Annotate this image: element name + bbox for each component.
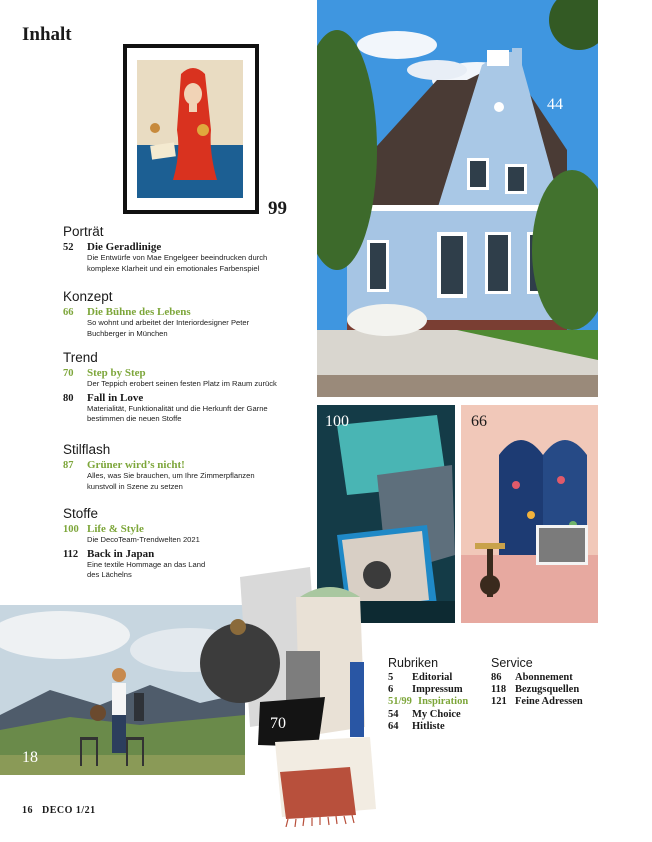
entry-description-line: kunstvoll in Szene zu setzen <box>87 481 183 491</box>
rubrik-number: 6 <box>388 684 394 696</box>
rubrik-item[interactable] <box>388 684 468 696</box>
rubrik-item[interactable] <box>388 721 468 733</box>
entry-description-line: Die Entwürfe von Mae Engelgeer beeindrucken durch <box>87 253 268 262</box>
toc-entry[interactable] <box>63 306 293 339</box>
toc-entry[interactable] <box>63 241 293 274</box>
entry-title: Die Geradlinige <box>87 241 162 253</box>
rubrik-label: Inspiration <box>418 696 469 708</box>
toc-entry[interactable] <box>63 523 293 546</box>
toc-entry[interactable] <box>63 367 293 390</box>
service-column <box>491 656 583 709</box>
rubrik-label: Editorial <box>412 672 453 683</box>
house-photo[interactable] <box>317 0 598 397</box>
rubrik-label: My Choice <box>412 708 461 720</box>
service-label: Feine Adressen <box>515 696 583 708</box>
portrait-photo <box>137 60 243 198</box>
rubrik-number: 5 <box>388 672 394 683</box>
service-label: Bezugsquellen <box>515 684 580 696</box>
service-number: 86 <box>491 672 502 683</box>
entry-description-line: Buchberger in München <box>87 328 168 338</box>
screen-page-number: 66 <box>471 413 487 430</box>
entry-description-line: Materialität, Funktionalität und die Herkunft der Garne <box>87 403 268 413</box>
rug-collage[interactable] <box>200 567 380 827</box>
rubrik-item[interactable] <box>388 696 468 708</box>
service-label: Abonnement <box>515 672 573 683</box>
footer-magazine-issue: DECO 1/21 <box>42 805 96 816</box>
entry-description-line: komplexe Klarheit und ein emotionales Farbenspiel <box>87 263 260 273</box>
service-item[interactable] <box>491 672 583 684</box>
entry-title: Die Bühne des Lebens <box>87 306 191 318</box>
entry-number: 66 <box>63 307 74 318</box>
section-heading: Trend <box>63 350 98 365</box>
service-heading: Service <box>491 656 533 670</box>
service-number: 121 <box>491 696 507 708</box>
service-number: 118 <box>491 684 507 696</box>
section-heading: Konzept <box>63 289 113 304</box>
entry-description-line: So wohnt und arbeitet der Interiordesigner Peter <box>87 318 250 327</box>
section-heading: Stilflash <box>63 442 111 457</box>
rubrik-label: Impressum <box>412 684 463 696</box>
portrait-picture-frame[interactable] <box>123 44 259 214</box>
entry-number: 70 <box>63 368 74 379</box>
entry-number: 112 <box>63 548 79 560</box>
section-heading: Porträt <box>63 224 104 239</box>
toc-section-trend <box>63 350 293 425</box>
page-title: Inhalt <box>22 24 72 45</box>
portrait-page-number: 99 <box>268 198 287 219</box>
section-heading: Stoffe <box>63 506 99 521</box>
entry-number: 100 <box>63 524 79 535</box>
entry-number: 80 <box>63 392 74 404</box>
rubrik-number: 51/99 <box>388 696 412 708</box>
rubrik-item[interactable] <box>388 672 468 684</box>
entry-description-line: des Lächelns <box>87 570 132 579</box>
rubrik-number: 54 <box>388 708 399 720</box>
rubrik-label: Hitliste <box>412 720 445 732</box>
house-page-number: 44 <box>547 96 563 113</box>
entry-description-line: Alles, was Sie brauchen, um Ihre Zimmerpflanzen <box>87 471 255 480</box>
entry-description-line: Die DecoTeam-Trendwelten 2021 <box>87 535 200 544</box>
entry-title: Grüner wird’s nicht! <box>87 459 185 471</box>
entry-title: Step by Step <box>87 367 146 379</box>
service-item[interactable] <box>491 684 583 696</box>
toc-entry[interactable] <box>63 459 293 492</box>
page-footer <box>22 805 96 816</box>
toc-section-portraet <box>63 224 293 274</box>
entry-number: 52 <box>63 242 74 253</box>
mountain-page-number: 18 <box>22 749 38 766</box>
entry-title: Life & Style <box>87 523 144 535</box>
rubrik-item[interactable] <box>388 709 468 721</box>
rubrik-number: 64 <box>388 720 399 732</box>
toc-section-stilflash <box>63 442 293 492</box>
service-item[interactable] <box>491 696 583 708</box>
toc-section-konzept <box>63 289 293 339</box>
toc-entry[interactable] <box>63 392 293 425</box>
entry-title: Back in Japan <box>87 547 155 560</box>
entry-title: Fall in Love <box>87 391 144 404</box>
rubriken-heading: Rubriken <box>388 656 439 670</box>
rug-page-number: 70 <box>270 715 286 732</box>
entry-description-line: Der Teppich erobert seinen festen Platz im Raum zurück <box>87 379 277 388</box>
entry-number: 87 <box>63 460 74 471</box>
entry-description-line: Eine textile Hommage an das Land <box>87 559 206 569</box>
entry-description-line: bestimmen die neuen Stoffe <box>87 414 182 423</box>
rubriken-column <box>388 656 468 733</box>
screen-and-chair-photo[interactable] <box>461 405 598 623</box>
footer-page-number: 16 <box>22 805 33 816</box>
cushions-page-number: 100 <box>325 413 349 430</box>
